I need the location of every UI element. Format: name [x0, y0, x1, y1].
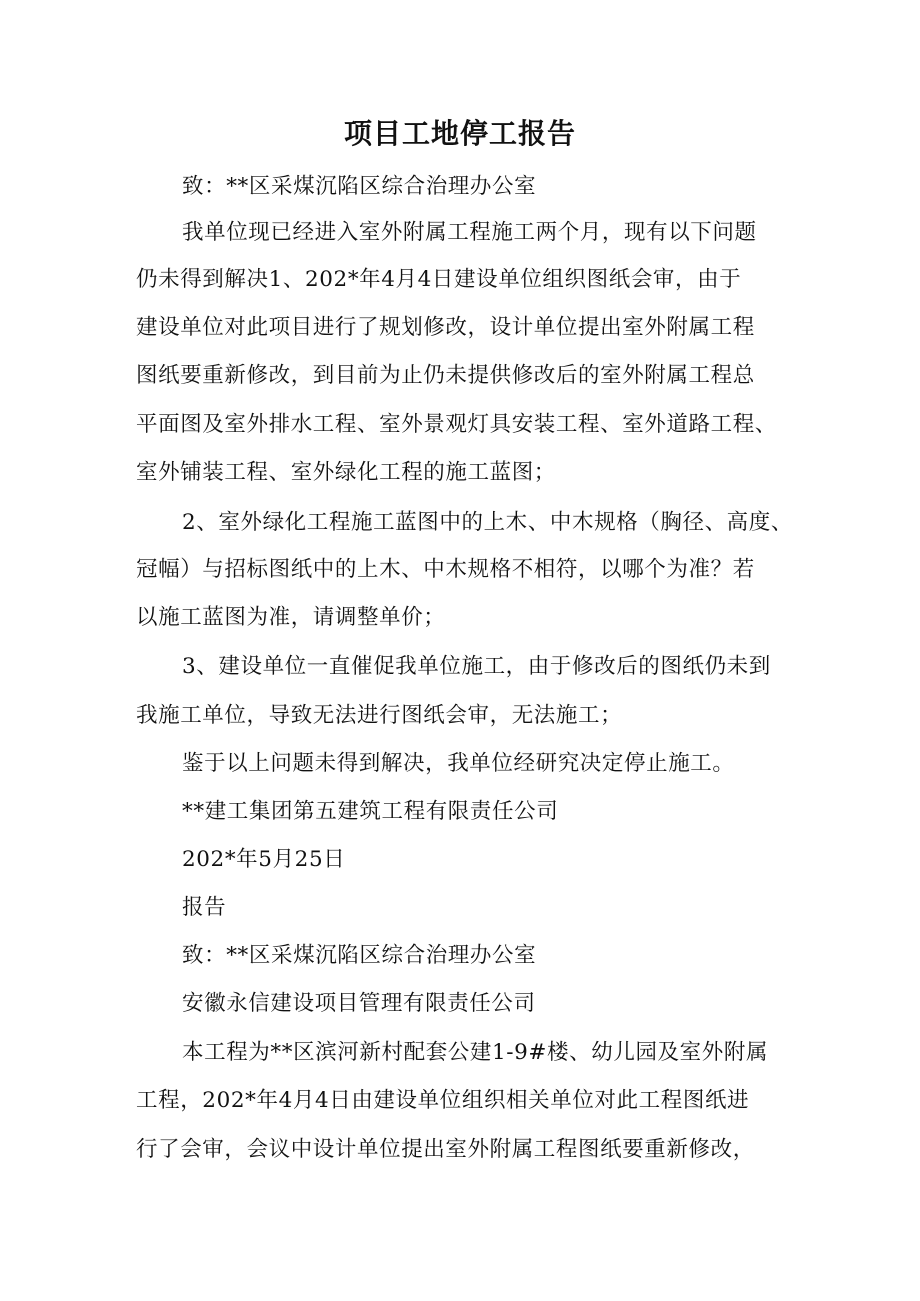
item-2-line: 2、室外绿化工程施工蓝图中的上木、中木规格（胸径、高度、	[182, 510, 793, 535]
signature-date: 202*年5月25日	[182, 847, 346, 872]
body-line: 工程，202*年4月4日由建设单位组织相关单位对此工程图纸进	[136, 1088, 750, 1113]
conclusion-line: 鉴于以上问题未得到解决，我单位经研究决定停止施工。	[182, 751, 735, 776]
signature-company: **建工集团第五建筑工程有限责任公司	[182, 799, 559, 824]
body-line: 本工程为**区滨河新村配套公建1-9#楼、幼儿园及室外附属	[182, 1040, 769, 1065]
body-line: 图纸要重新修改，到目前为止仍未提供修改后的室外附属工程总	[136, 363, 755, 388]
item-3-line: 3、建设单位一直催促我单位施工，由于修改后的图纸仍未到	[182, 654, 771, 679]
body-line: 室外铺装工程、室外绿化工程的施工蓝图；	[136, 460, 556, 485]
addressee-line: 致：**区采煤沉陷区综合治理办公室	[182, 174, 537, 199]
body-line: 我单位现已经进入室外附属工程施工两个月，现有以下问题	[182, 220, 757, 245]
document-title: 项目工地停工报告	[343, 117, 576, 150]
body-line: 平面图及室外排水工程、室外景观灯具安装工程、室外道路工程、	[136, 412, 777, 437]
body-line: 建设单位对此项目进行了规划修改，设计单位提出室外附属工程	[136, 315, 755, 340]
body-line: 行了会审，会议中设计单位提出室外附属工程图纸要重新修改，	[136, 1137, 755, 1162]
body-line: 冠幅）与招标图纸中的上木、中木规格不相符，以哪个为准？若	[136, 557, 755, 582]
company-line: 安徽永信建设项目管理有限责任公司	[182, 991, 536, 1016]
body-line: 我施工单位，导致无法进行图纸会审，无法施工；	[136, 703, 623, 728]
body-line: 以施工蓝图为准，请调整单价；	[136, 605, 446, 630]
body-line: 仍未得到解决1、202*年4月4日建设单位组织图纸会审，由于	[136, 267, 742, 292]
addressee-line: 致：**区采煤沉陷区综合治理办公室	[182, 943, 537, 968]
section-heading: 报告	[182, 895, 227, 920]
